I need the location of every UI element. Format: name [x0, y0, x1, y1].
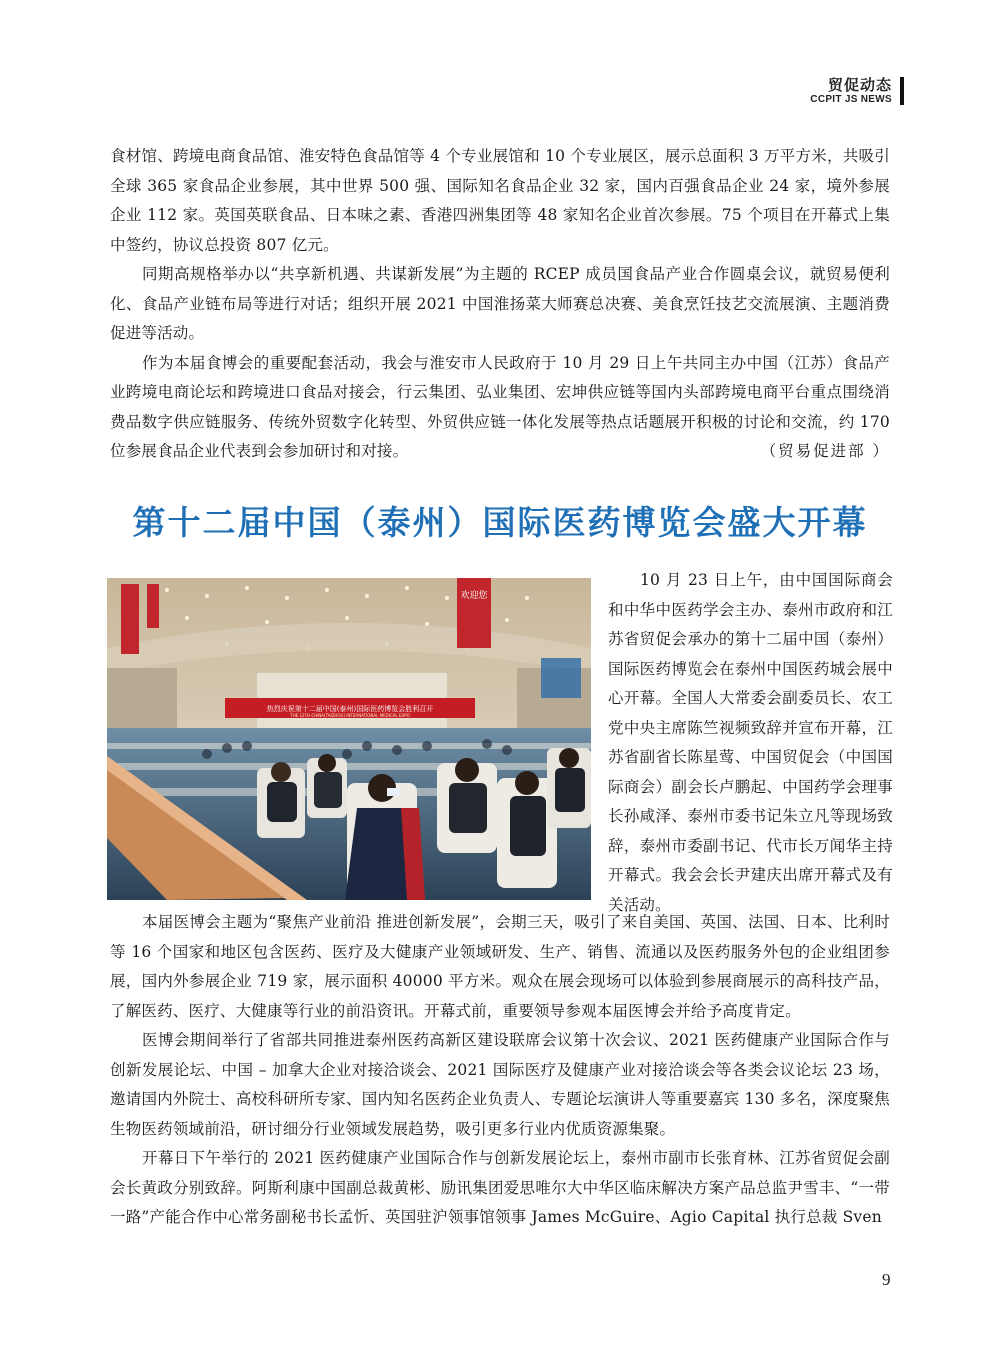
- article-signature: （贸易促进部 ）: [760, 442, 890, 460]
- side-article-body: [608, 566, 893, 920]
- header-bar-divider: [900, 77, 904, 105]
- section-title: 贸促动态: [827, 76, 892, 94]
- paragraph: 开幕日下午举行的 2021 医药健康产业国际合作与创新发展论坛上，泰州市副市长张育林、江苏省贸促会副会长黄政分别致辞。阿斯利康中国副总裁黄彬、励讯集团爱思唯尔大中华区临床解决方案产品总监尹雪丰、“一带一路”产能合作中心常务副秘书长孟忻、英国驻沪领事馆领事 James McGuire、Agio Capital 执行总裁 Sven: [110, 1149, 890, 1226]
- banner-text: 热烈庆祝第十二届中国(泰州)国际医药博览会胜利召开: [266, 705, 434, 713]
- paragraph: 医博会期间举行了省部共同推进泰州医药高新区建设联席会议第十次会议、2021 医药健康产业国际合作与创新发展论坛、中国 – 加拿大企业对接洽谈会、2021 国际医疗及健康产业对接洽谈会等各类会议论坛 23 场，邀请国内外院士、高校科研所专家、国内知名医药企业负责人、专题论坛演讲人等重要嘉宾 130 多名，深度聚焦生物医药领域前沿，研讨细分行业领域发展趋势，吸引更多行业内优质资源集聚。: [110, 1031, 890, 1138]
- paragraph: 同期高规格举办以“共享新机遇、共谋新发展”为主题的 RCEP 成员国食品产业合作圆桌会议，就贸易便利化、食品产业链布局等进行对话；组织开展 2021 中国淮扬菜大师赛总决赛、美食烹饪技艺交流展演、主题消费促进等活动。: [110, 265, 890, 342]
- top-article-body: [110, 142, 890, 467]
- paragraph-with-signature: [110, 349, 890, 467]
- paragraph-text: 作为本届食博会的重要配套活动，我会与淮安市人民政府于 10 月 29 日上午共同主办中国（江苏）食品产业跨境电商论坛和跨境进口食品对接会，行云集团、弘业集团、宏坤供应链等国内头部跨境电商平台重点围绕消费品数字供应链服务、传统外贸数字化转型、外贸供应链一体化发展等热点话题展开积极的讨论和交流，约 170 位参展食品企业代表到会参加研讨和对接。: [110, 353, 890, 460]
- paragraph: 食材馆、跨境电商食品馆、淮安特色食品馆等 4 个专业展馆和 10 个专业展区，展示总面积 3 万平方米，共吸引全球 365 家食品企业参展，其中世界 500 强、国际知名食品企业 32 家，国内百强食品企业 24 家，境外参展企业 112 家。英国英联食品、日本味之素、香港四洲集团等 48 家知名企业首次参展。75 个项目在开幕式上集中签约，协议总投资 807 亿元。: [110, 147, 890, 254]
- paragraph: 10 月 23 日上午，由中国国际商会和中华中医药学会主办、泰州市政府和江苏省贸促会承办的第十二届中国（泰州）国际医药博览会在泰州中国医药城会展中心开幕。全国人大常委会副委员长、农工党中央主席陈竺视频致辞并宣布开幕，江苏省副省长陈星莺、中国贸促会（中国国际商会）副会长卢鹏起、中国药学会理事长孙咸泽、泰州市委书记朱立凡等现场致辞，泰州市委副书记、代市长万闻华主持开幕式。我会会长尹建庆出席开幕式及有关活动。: [608, 571, 893, 914]
- running-header: [810, 76, 892, 106]
- page-number: 9: [882, 1270, 891, 1289]
- bottom-article-body: [110, 908, 890, 1233]
- welcome-sign-text: 欢迎您: [460, 591, 488, 601]
- opening-ceremony-photo: [107, 578, 591, 900]
- paragraph: 本届医博会主题为“聚焦产业前沿 推进创新发展”，会期三天，吸引了来自美国、英国、法国、日本、比利时等 16 个国家和地区包含医药、医疗及大健康产业领域研发、生产、销售、流通以及医药服务外包的企业组团参展，国内外参展企业 719 家，展示面积 40000 平方米。观众在展会现场可以体验到参展商展示的高科技产品，了解医药、医疗、大健康等行业的前沿资讯。开幕式前，重要领导参观本届医博会并给予高度肯定。: [110, 913, 890, 1020]
- section-subtitle: CCPIT JS NEWS: [810, 94, 892, 105]
- article-headline: 第十二届中国（泰州）国际医药博览会盛大开幕: [132, 503, 868, 542]
- banner-subtext: THE 12TH CHINA(TAIZHOU) INTERNATIONAL MEDICAL EXPO: [290, 713, 410, 718]
